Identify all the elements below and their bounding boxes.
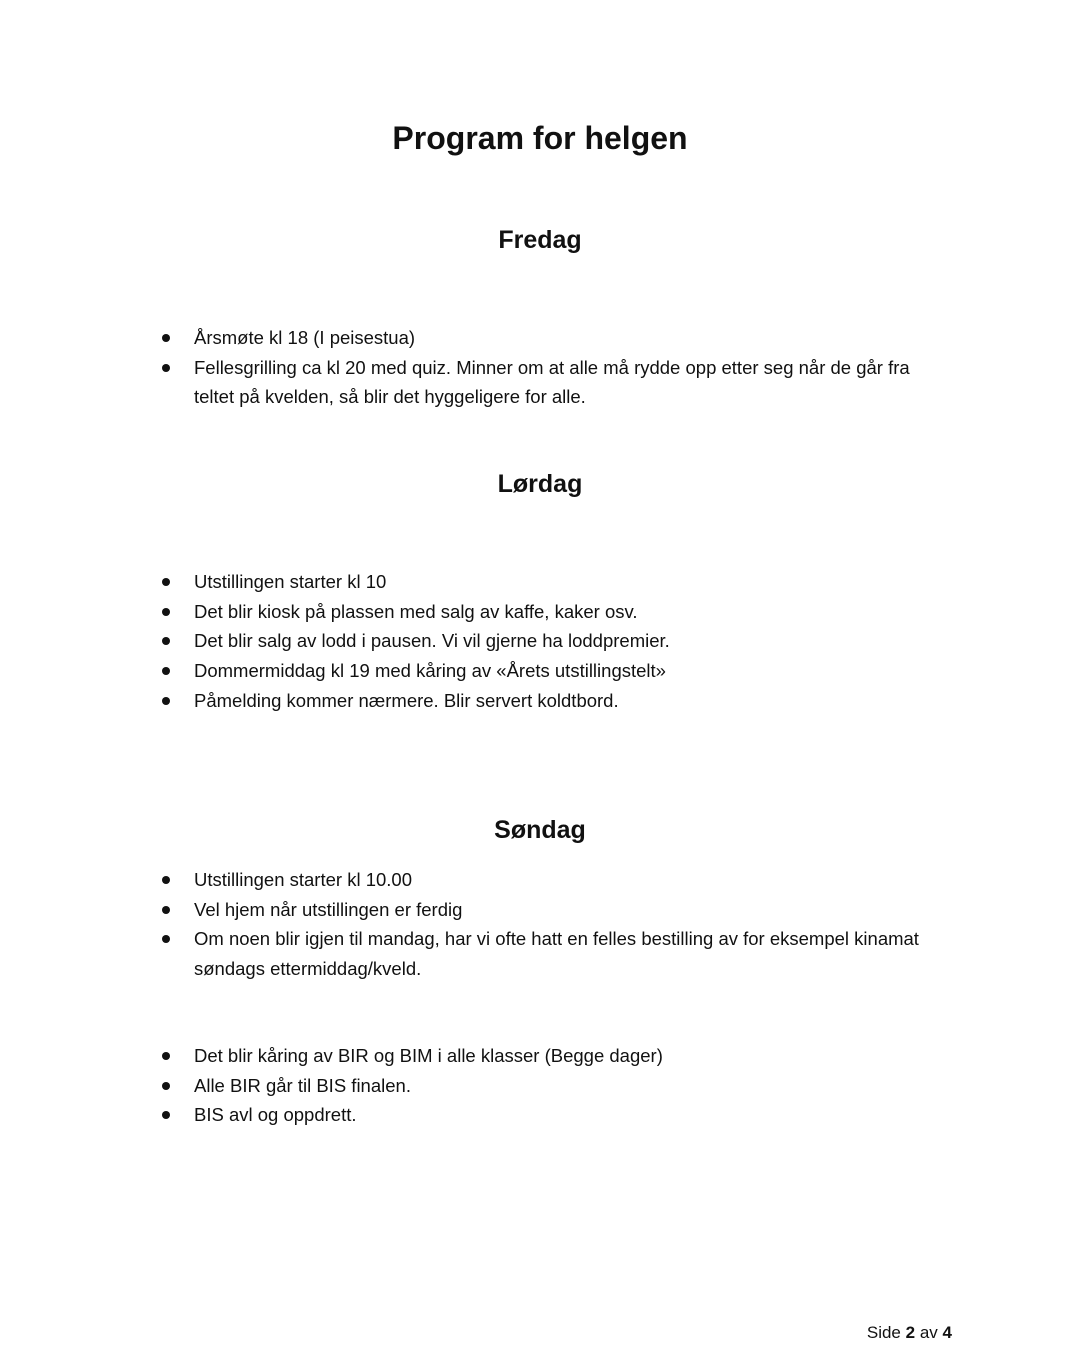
list-item (0, 865, 1080, 895)
list-item (0, 323, 1080, 353)
bullet-icon (162, 876, 170, 884)
heading-lordag: Lørdag (497, 470, 583, 498)
bullet-icon (162, 364, 170, 372)
list-item-text: Vel hjem når utstillingen er ferdig (194, 898, 463, 920)
list-item (0, 656, 1080, 686)
list-item (0, 1041, 1080, 1071)
list-item (0, 1071, 1080, 1101)
bullet-icon (162, 667, 170, 675)
list-item-text: Alle BIR går til BIS finalen. (194, 1074, 411, 1096)
list-item-text: Påmelding kommer nærmere. Blir servert koldtbord. (194, 689, 619, 711)
list-item-text: Det blir salg av lodd i pausen. Vi vil gjerne ha loddpremier. (194, 630, 670, 652)
list-item-text: Årsmøte kl 18 (I peisestua) (194, 327, 416, 348)
page-number (867, 1322, 952, 1344)
bullet-icon (162, 1082, 170, 1090)
list-item-text: BIS avl og oppdrett. (194, 1104, 357, 1126)
list-item-text: Om noen blir igjen til mandag, har vi ofte hatt en felles bestilling av for eksempel kinamat søndags ettermiddag/kveld. (194, 928, 919, 980)
list-lordag (0, 567, 1080, 716)
list-item (0, 567, 1080, 597)
list-general (0, 1041, 1080, 1130)
list-item (0, 686, 1080, 716)
list-sondag (0, 865, 1080, 984)
list-item (0, 353, 1080, 412)
heading-fredag: Fredag (498, 226, 582, 254)
list-item (0, 924, 1080, 983)
bullet-icon (162, 697, 170, 705)
page-number-total: 4 (942, 1323, 952, 1342)
list-item (0, 1100, 1080, 1130)
bullet-icon (162, 1111, 170, 1119)
list-item-text: Utstillingen starter kl 10.00 (194, 869, 412, 890)
bullet-icon (162, 334, 170, 342)
page-number-prefix: Side (866, 1323, 901, 1342)
list-item (0, 597, 1080, 627)
list-item-text: Det blir kåring av BIR og BIM i alle klasser (Begge dager) (194, 1045, 663, 1066)
list-item (0, 626, 1080, 656)
bullet-icon (162, 1052, 170, 1060)
page-title: Program for helgen (392, 120, 688, 156)
bullet-icon (162, 935, 170, 943)
list-item-text: Fellesgrilling ca kl 20 med quiz. Minner om at alle må rydde opp etter seg når de går fra teltet på kvelden, så blir det hyggeligere for alle. (194, 356, 910, 408)
bullet-icon (162, 637, 170, 645)
heading-sondag: Søndag (494, 816, 586, 844)
list-item (0, 895, 1080, 925)
bullet-icon (162, 906, 170, 914)
page-number-current: 2 (905, 1323, 916, 1342)
bullet-icon (162, 578, 170, 586)
list-item-text: Det blir kiosk på plassen med salg av kaffe, kaker osv. (194, 600, 638, 622)
page-number-separator: av (919, 1323, 938, 1342)
bullet-icon (162, 608, 170, 616)
list-item-text: Dommermiddag kl 19 med kåring av «Årets utstillingstelt» (194, 660, 666, 682)
list-fredag (0, 323, 1080, 412)
list-item-text: Utstillingen starter kl 10 (194, 571, 387, 592)
